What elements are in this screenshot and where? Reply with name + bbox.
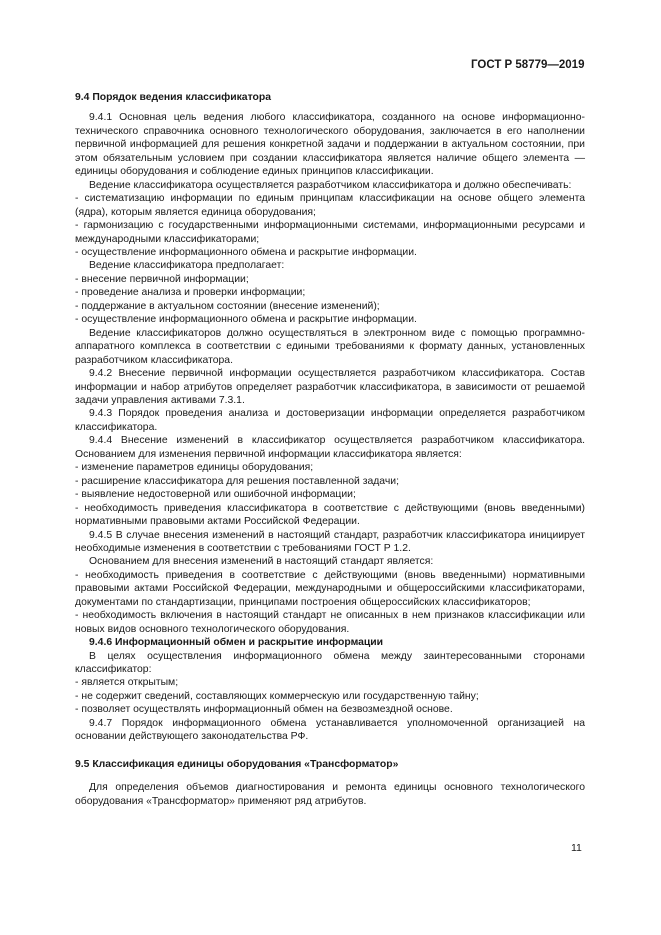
list-item: - гармонизацию с государственными информационными системами, информационными ресурсами и международными классификаторами; (75, 220, 585, 245)
paragraph: Для определения объемов диагностирования и ремонта единицы основного технологического оборудования «Трансформатор» применяют ряд атрибутов. (75, 782, 585, 807)
document-code-header: ГОСТ Р 58779—2019 (471, 59, 585, 71)
list-item: - позволяет осуществлять информационный обмен на безвозмездной основе. (75, 704, 453, 716)
paragraph: Основанием для внесения изменений в настоящий стандарт является: (89, 556, 434, 568)
list-item: - систематизацию информации по единым принципам классификации на основе общего элемента (ядра), которым является единица оборудования; (75, 193, 585, 218)
paragraph-9-4-3: 9.4.3 Порядок проведения анализа и достоверизации информации определяется разработчиком классификатора. (75, 408, 585, 433)
paragraph: Ведение классификатора предполагает: (89, 260, 285, 272)
paragraph: Ведение классификатора осуществляется разработчиком классификатора и должно обеспечивать: (89, 179, 572, 191)
list-item: - является открытым; (75, 677, 179, 689)
list-item: - не содержит сведений, составляющих коммерческую или государственную тайну; (75, 690, 479, 702)
list-item: - осуществление информационного обмена и раскрытие информации. (75, 314, 417, 326)
subsection-9-4-6-title: 9.4.6 Информационный обмен и раскрытие информации (89, 637, 384, 649)
list-item: - выявление недостоверной или ошибочной информации; (75, 489, 356, 501)
list-item: - поддержание в актуальном состоянии (внесение изменений); (75, 300, 380, 312)
paragraph-9-4-1: 9.4.1 Основная цель ведения любого классификатора, созданного на основе информационно-технического справочника основного технологического оборудования, заключается в его наполнении первичной информацией для решения конкретной задачи и поддержании в актуальном состоянии, при этом обязательным условием при создании классификатора является наличие общего элемента — единицы оборудования и соблюдение единых принципов классификации. (75, 112, 585, 178)
list-item: - необходимость приведения в соответствие с действующими (вновь введенными) нормативными правовыми актами Российской Федерации, международными и общероссийскими классификаторами, документами по стандартизации, принципами построения общероссийских классификаторов; (75, 569, 585, 608)
paragraph: В целях осуществления информационного обмена между заинтересованными сторонами классификатор: (75, 650, 585, 676)
list-item: - изменение параметров единицы оборудования; (75, 462, 314, 474)
section-9-5-title: 9.5 Классификация единицы оборудования «Трансформатор» (75, 758, 399, 770)
paragraph-9-4-4: 9.4.4 Внесение изменений в классификатор осуществляется разработчиком классификатора. Основанием для изменения первичной информации классификатора является: (75, 435, 585, 460)
document-body (75, 91, 585, 808)
list-item: - осуществление информационного обмена и раскрытие информации. (75, 246, 417, 258)
paragraph: Ведение классификаторов должно осуществляться в электронном виде с помощью программно-аппаратного комплекса в соответствии с едиными требованиями к формату данных, установленных разработчиком классификатора. (75, 327, 585, 366)
page-number: 11 (571, 842, 582, 854)
list-item: - необходимость приведения классификатора в соответствие с действующими (вновь введенными) нормативными правовыми актами Российской Федерации. (75, 502, 585, 528)
list-item: - проведение анализа и проверки информации; (75, 287, 306, 299)
paragraph-9-4-5: 9.4.5 В случае внесения изменений в настоящий стандарт, разработчик классификатора инициирует необходимые изменения в соответствии с требованиями ГОСТ Р 1.2. (75, 529, 585, 554)
list-item: - необходимость включения в настоящий стандарт не описанных в нем признаков классификации или новых видов основного технологического оборудования. (75, 610, 585, 635)
paragraph-9-4-7: 9.4.7 Порядок информационного обмена устанавливается уполномоченной организацией на основании действующего законодательства РФ. (75, 717, 585, 743)
section-9-4-title: 9.4 Порядок ведения классификатора (75, 92, 272, 103)
list-item: - внесение первичной информации; (75, 273, 249, 285)
paragraph-9-4-2: 9.4.2 Внесение первичной информации осуществляется разработчиком классификатора. Состав информации и набор атрибутов определяет разработчик классификатора, в зависимости от решаемой задачи управления активами 7.3.1. (75, 368, 585, 406)
list-item: - расширение классификатора для решения поставленной задачи; (75, 475, 399, 487)
